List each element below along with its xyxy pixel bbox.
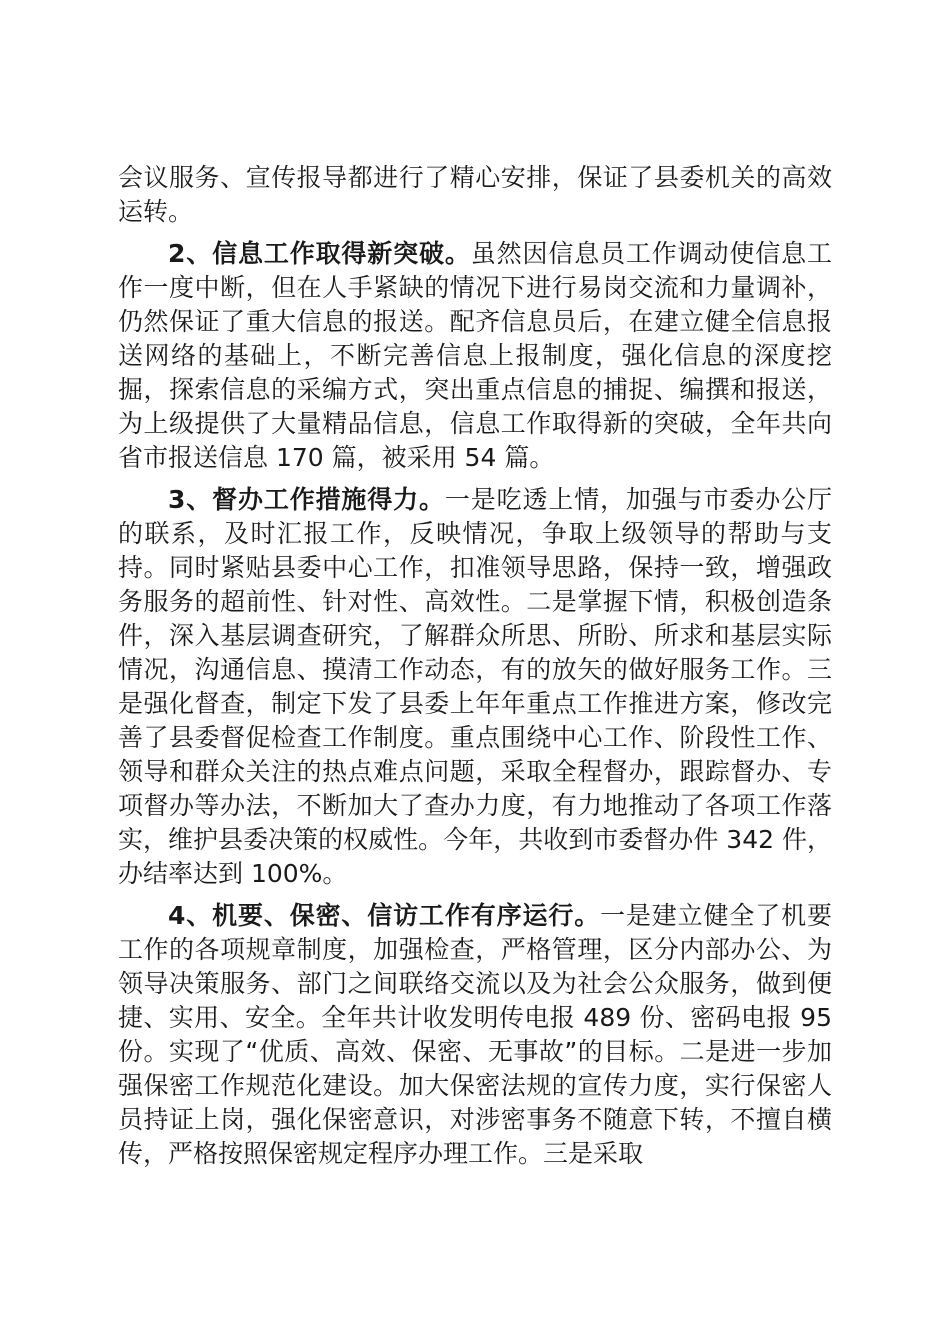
- paragraph-2-heading: 2、信息工作取得新突破。: [168, 239, 471, 268]
- paragraph-4-text: 一是建立健全了机要工作的各项规章制度，加强检查，严格管理，区分内部办公、为领导决策服务、部门之间联络交流以及为社会公众服务，做到便捷、实用、安全。全年共计收发明传电报 489 份、密码电报 95 份。实现了“优质、高效、保密、无事故”的目标。二是进一步加强保密工作规范化建设。加大保密法规的宣传力度，实行保密人员持证上岗，强化保密意识，对涉密事务不随意下转，不擅自横传，严格按照保密规定程序办理工作。三是采取: [118, 901, 832, 1168]
- paragraph-3-heading: 3、督办工作措施得力。: [168, 485, 445, 514]
- paragraph-2-text: 虽然因信息员工作调动使信息工作一度中断，但在人手紧缺的情况下进行易岗交流和力量调补，仍然保证了重大信息的报送。配齐信息员后，在建立健全信息报送网络的基础上，不断完善信息上报制度，强化信息的深度挖掘，探索信息的采编方式，突出重点信息的捕捉、编撰和报送，为上级提供了大量精品信息，信息工作取得新的突破，全年共向省市报送信息 170 篇，被采用 54 篇。: [118, 239, 832, 472]
- paragraph-3: [118, 483, 832, 891]
- paragraph-4: [118, 899, 832, 1171]
- document-body: [118, 161, 832, 1171]
- paragraph-2: [118, 237, 832, 475]
- paragraph-4-heading: 4、机要、保密、信访工作有序运行。: [168, 901, 601, 930]
- paragraph-3-text: 一是吃透上情，加强与市委办公厅的联系，及时汇报工作，反映情况，争取上级领导的帮助与支持。同时紧贴县委中心工作，扣准领导思路，保持一致，增强政务服务的超前性、针对性、高效性。二是掌握下情，积极创造条件，深入基层调查研究，了解群众所思、所盼、所求和基层实际情况，沟通信息、摸清工作动态，有的放矢的做好服务工作。三是强化督查，制定下发了县委上年年重点工作推进方案，修改完善了县委督促检查工作制度。重点围绕中心工作、阶段性工作、领导和群众关注的热点难点问题，采取全程督办，跟踪督办、专项督办等办法，不断加大了查办力度，有力地推动了各项工作落实，维护县委决策的权威性。今年，共收到市委督办件 342 件，办结率达到 100%。: [118, 485, 832, 888]
- paragraph-1: [118, 161, 832, 229]
- paragraph-1-text: 会议服务、宣传报导都进行了精心安排，保证了县委机关的高效运转。: [118, 163, 832, 226]
